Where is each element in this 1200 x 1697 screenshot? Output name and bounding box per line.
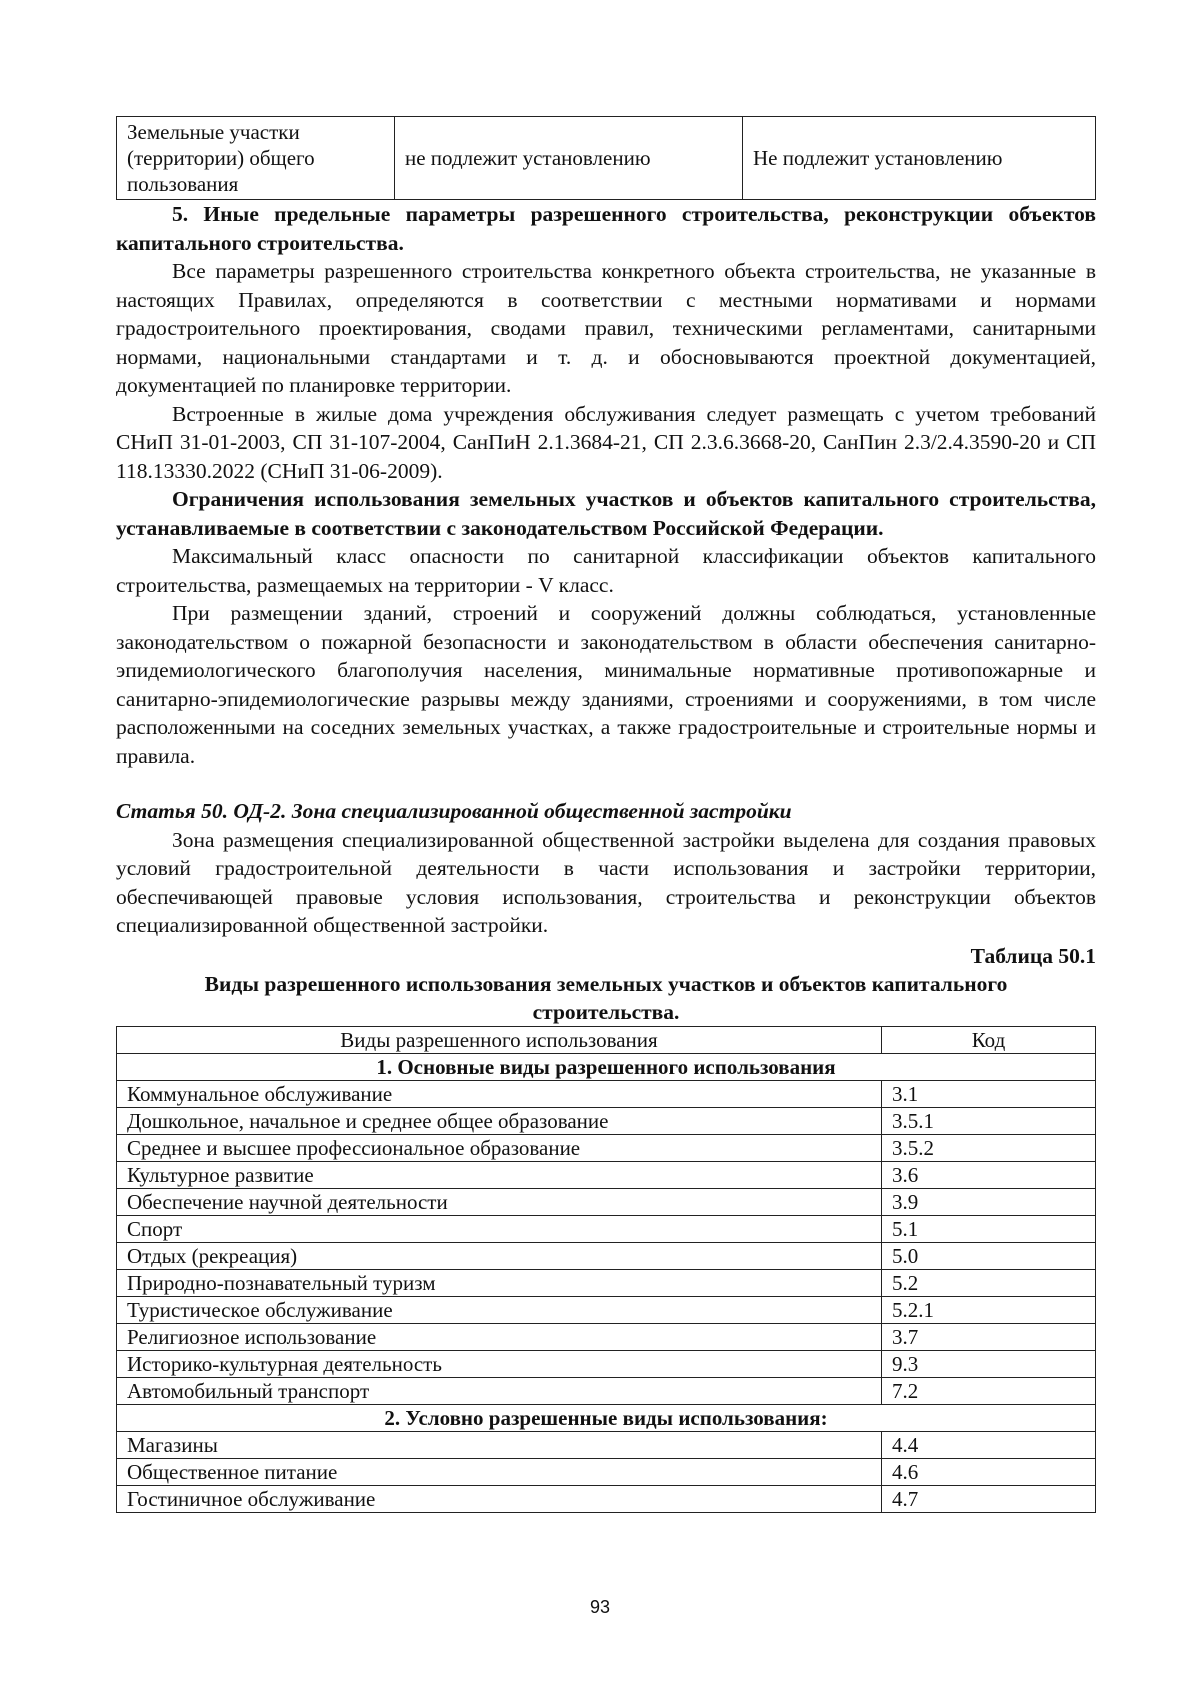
table-cell: Не подлежит установлению (743, 117, 1096, 200)
use-name: Коммунальное обслуживание (117, 1080, 882, 1107)
section-row (117, 1404, 1096, 1431)
use-code: 5.1 (882, 1215, 1096, 1242)
section-heading: 5. Иные предельные параметры разрешенного строительства, реконструкции объектов капитального строительства. (116, 202, 1096, 255)
table-row (117, 1377, 1096, 1404)
use-code: 7.2 (882, 1377, 1096, 1404)
table-row (117, 1080, 1096, 1107)
column-header: Виды разрешенного использования (117, 1026, 882, 1053)
use-code: 3.5.1 (882, 1107, 1096, 1134)
use-name: Туристическое обслуживание (117, 1296, 882, 1323)
permitted-uses-table (116, 1026, 1096, 1513)
use-code: 4.4 (882, 1431, 1096, 1458)
restrictions-heading: Ограничения использования земельных участков и объектов капитального строительства, устанавливаемые в соответствии с законодательством Российской Федерации. (116, 487, 1096, 540)
table-title: Виды разрешенного использования земельных участков и объектов капитального строительства. (204, 971, 1008, 1024)
use-code: 4.6 (882, 1458, 1096, 1485)
paragraph: При размещении зданий, строений и сооружений должны соблюдаться, установленные законодательством о пожарной безопасности и законодательством в области обеспечения санитарно-эпидемиологического благополучия населения, минимальные нормативные противопожарные и санитарно-эпидемиологические разрывы между зданиями, строениями и сооружениями, в том числе расположенными на соседних земельных участках, а также градостроительные и строительные нормы и правила. (116, 601, 1096, 768)
use-code: 3.9 (882, 1188, 1096, 1215)
table-row (117, 1215, 1096, 1242)
use-code: 9.3 (882, 1350, 1096, 1377)
document-page (116, 116, 1096, 1513)
paragraph: Зона размещения специализированной общественной застройки выделена для создания правовых условий градостроительной деятельности в части использования и застройки территории, обеспечивающей правовые условия использования, строительства и реконструкции объектов специализированной общественной застройки. (116, 827, 1096, 937)
use-name: Отдых (рекреация) (117, 1242, 882, 1269)
table-row (117, 1485, 1096, 1512)
table-row (117, 1188, 1096, 1215)
continuation-table (116, 116, 1096, 200)
use-name: Природно-познавательный туризм (117, 1269, 882, 1296)
article-heading: Статья 50. ОД-2. Зона специализированной общественной застройки (116, 799, 792, 823)
table-row (117, 1134, 1096, 1161)
paragraph: Встроенные в жилые дома учреждения обслуживания следует размещать с учетом требований СНиП 31-01-2003, СП 31-107-2004, СанПиН 2.1.3684-21, СП 2.3.6.3668-20, СанПин 2.3/2.4.3590-20 и СП 118.13330.2022 (СНиП 31-06-2009). (116, 401, 1096, 483)
table-row (117, 1107, 1096, 1134)
table-row (117, 1269, 1096, 1296)
use-name: Историко-культурная деятельность (117, 1350, 882, 1377)
use-code: 4.7 (882, 1485, 1096, 1512)
use-name: Автомобильный транспорт (117, 1377, 882, 1404)
use-name: Магазины (117, 1431, 882, 1458)
use-name: Обеспечение научной деятельности (117, 1188, 882, 1215)
use-name: Спорт (117, 1215, 882, 1242)
use-code: 5.0 (882, 1242, 1096, 1269)
table-header-row (117, 1026, 1096, 1053)
use-name: Общественное питание (117, 1458, 882, 1485)
table-cell: Земельные участки (территории) общего пользования (117, 117, 395, 200)
section-title: 2. Условно разрешенные виды использования: (117, 1404, 1096, 1431)
table-label: Таблица 50.1 (970, 943, 1096, 968)
use-name: Среднее и высшее профессиональное образование (117, 1134, 882, 1161)
table-cell: не подлежит установлению (395, 117, 743, 200)
use-code: 5.2 (882, 1269, 1096, 1296)
section-title: 1. Основные виды разрешенного использования (117, 1053, 1096, 1080)
paragraph: Все параметры разрешенного строительства конкретного объекта строительства, не указанные в настоящих Правилах, определяются в соответствии с местными нормативами и нормами градостроительного проектирования, сводами правил, техническими регламентами, санитарными нормами, национальными стандартами и т. д. и обосновываются проектной документацией, документацией по планировке территории. (116, 259, 1096, 397)
section-row (117, 1053, 1096, 1080)
table-row (117, 1242, 1096, 1269)
paragraph: Максимальный класс опасности по санитарной классификации объектов капитального строительства, размещаемых на территории - V класс. (116, 544, 1096, 597)
table-row (117, 1350, 1096, 1377)
table-row (117, 1296, 1096, 1323)
column-header: Код (882, 1026, 1096, 1053)
table-row (117, 1161, 1096, 1188)
use-name: Культурное развитие (117, 1161, 882, 1188)
use-code: 3.7 (882, 1323, 1096, 1350)
use-name: Религиозное использование (117, 1323, 882, 1350)
table-row (117, 117, 1096, 200)
use-name: Дошкольное, начальное и среднее общее образование (117, 1107, 882, 1134)
table-row (117, 1323, 1096, 1350)
use-code: 3.5.2 (882, 1134, 1096, 1161)
use-code: 5.2.1 (882, 1296, 1096, 1323)
use-code: 3.1 (882, 1080, 1096, 1107)
table-row (117, 1458, 1096, 1485)
use-name: Гостиничное обслуживание (117, 1485, 882, 1512)
table-row (117, 1431, 1096, 1458)
use-code: 3.6 (882, 1161, 1096, 1188)
page-number: 93 (589, 1597, 611, 1617)
